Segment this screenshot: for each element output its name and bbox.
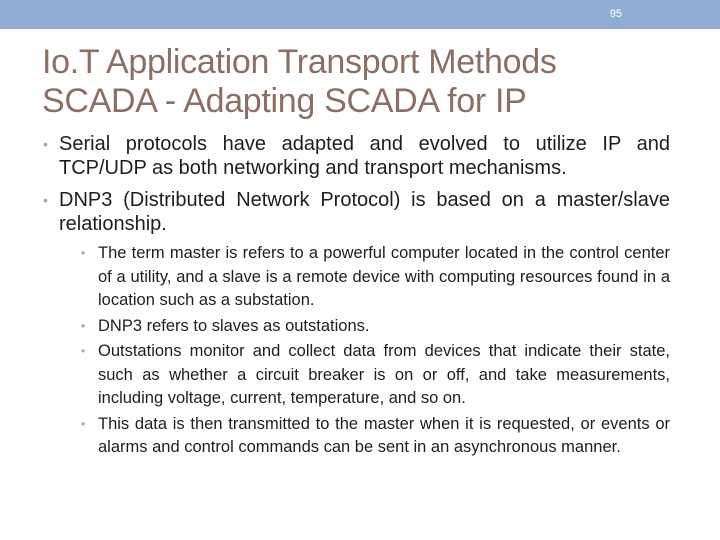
bullet-list xyxy=(40,132,670,460)
sub-bullet-item: • The term master is refers to a powerful computer located in the control center of a utility, and a slave is a remote device with computing resources found in a location such as a substation. xyxy=(79,242,670,313)
sub-bullet-item: • Outstations monitor and collect data from devices that indicate their state, such as whether a circuit breaker is on or off, and take measurements, including voltage, current, temperature, and so on. xyxy=(79,340,670,411)
page-number: 95 xyxy=(609,8,622,20)
bullet-text: DNP3 (Distributed Network Protocol) is based on a master/slave relationship. xyxy=(59,189,670,235)
sub-bullet-item: • This data is then transmitted to the master when it is requested, or events or alarms and control commands can be sent in an asynchronous manner. xyxy=(79,413,670,460)
slide-title xyxy=(42,43,557,121)
slide-body xyxy=(40,132,670,468)
title-line-2: SCADA - Adapting SCADA for IP xyxy=(42,82,527,120)
sub-bullet-item: • DNP3 refers to slaves as outstations. xyxy=(79,315,670,339)
header-bar xyxy=(0,0,720,29)
sub-bullet-list xyxy=(79,242,670,460)
bullet-item xyxy=(40,188,670,460)
title-line-1: Io.T Application Transport Methods xyxy=(42,43,557,81)
bullet-item: • Serial protocols have adapted and evolved to utilize IP and TCP/UDP as both networking and transport mechanisms. xyxy=(40,132,670,180)
